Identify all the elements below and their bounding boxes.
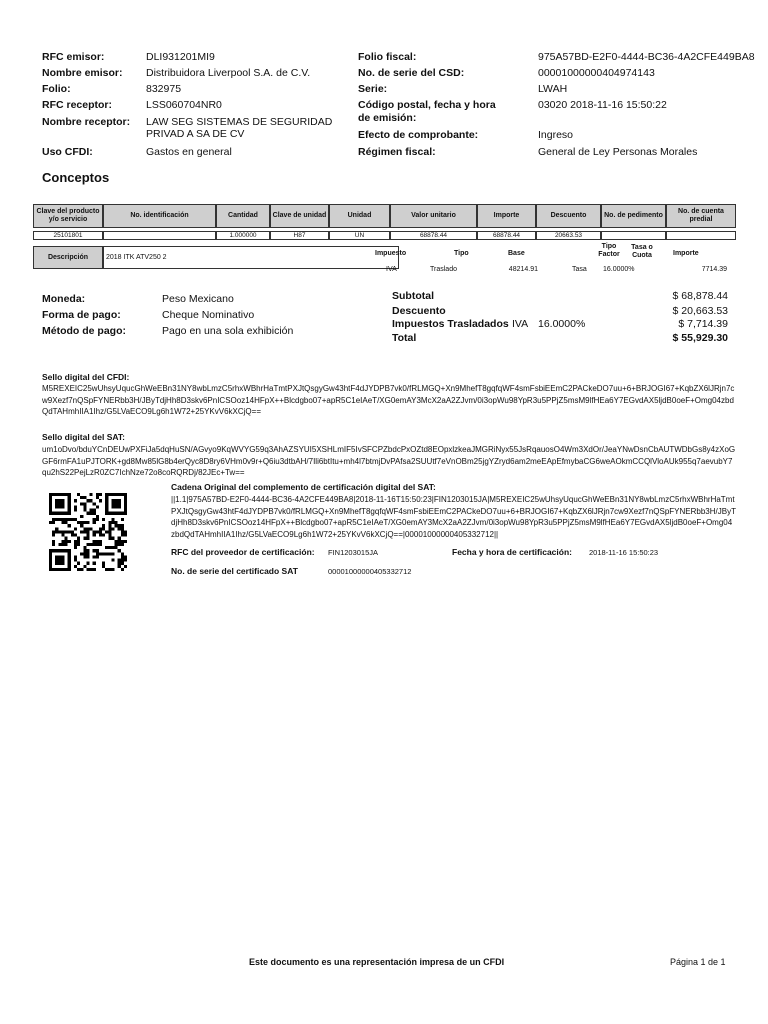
rfc-proveedor-label: RFC del proveedor de certificación: — [171, 547, 315, 557]
codigo-postal-label: Código postal, fecha y hora de emisión: — [358, 99, 496, 124]
subtotal-value: $ 68,878.44 — [672, 290, 728, 302]
descuento-value: $ 20,663.53 — [672, 305, 728, 317]
folio-label: Folio: — [42, 83, 71, 95]
tax-tasa: 16.0000% — [603, 266, 635, 273]
conceptos-header-row — [33, 204, 736, 228]
col-descuento: Descuento — [536, 204, 601, 228]
fecha-cert-label: Fecha y hora de certificación: — [452, 547, 572, 557]
uso-cfdi-value: Gastos en general — [146, 146, 232, 158]
col-clave-producto: Clave del producto y/o servicio — [33, 204, 103, 228]
folio-fiscal-label: Folio fiscal: — [358, 51, 417, 63]
tax-col-importe: Importe — [673, 250, 699, 257]
tax-base: 48214.91 — [508, 266, 538, 273]
serie-label: Serie: — [358, 83, 388, 95]
folio-fiscal-value: 975A57BD-E2F0-4444-BC36-4A2CFE449BA8 — [538, 51, 755, 63]
cell-no-pedimento — [601, 231, 666, 240]
serie-csd-value: 00001000000404974143 — [538, 67, 655, 79]
tax-tipo: Traslado — [430, 266, 457, 273]
cell-valor-unitario: 68878.44 — [390, 231, 477, 240]
moneda-value: Peso Mexicano — [162, 293, 234, 305]
metodo-pago-value: Pago en una sola exhibición — [162, 325, 294, 337]
col-cuenta-predial: No. de cuenta predial — [666, 204, 736, 228]
tax-tipo-factor: Tasa — [572, 266, 587, 273]
cell-importe: 68878.44 — [477, 231, 536, 240]
rfc-receptor-value: LSS060704NR0 — [146, 99, 222, 111]
tax-col-tipo-factor: Tipo Factor — [598, 243, 620, 258]
col-clave-unidad: Clave de unidad — [270, 204, 329, 228]
impuestos-tasa: 16.0000% — [538, 318, 586, 330]
tax-col-tipo: Tipo — [454, 250, 469, 257]
regimen-value: General de Ley Personas Morales — [538, 146, 698, 158]
col-cantidad: Cantidad — [216, 204, 270, 228]
cell-clave-producto: 25101801 — [33, 231, 103, 240]
efecto-label: Efecto de comprobante: — [358, 129, 479, 141]
fecha-cert-value: 2018-11-16 15:50:23 — [589, 548, 659, 557]
rfc-proveedor-value: FIN1203015JA — [328, 548, 379, 557]
cell-cuenta-predial — [666, 231, 736, 240]
descripcion-label: Descripción — [33, 246, 103, 269]
serie-sat-label: No. de serie del certificado SAT — [171, 566, 298, 576]
cell-cantidad: 1.000000 — [216, 231, 270, 240]
descripcion-value: 2018 ITK ATV250 2 — [103, 246, 399, 269]
subtotal-label: Subtotal — [392, 290, 434, 302]
qr-code-icon — [49, 493, 127, 571]
sello-sat-title: Sello digital del SAT: — [42, 432, 125, 442]
total-label: Total — [392, 332, 417, 344]
serie-value: LWAH — [538, 83, 568, 95]
col-unidad: Unidad — [329, 204, 390, 228]
nombre-receptor-value: LAW SEG SISTEMAS DE SEGURIDAD PRIVAD A SA DE CV — [146, 116, 333, 140]
serie-csd-label: No. de serie del CSD: — [358, 67, 465, 79]
tax-importe: 7714.39 — [701, 266, 727, 273]
impuestos-value: $ 7,714.39 — [678, 318, 728, 330]
nombre-emisor-value: Distribuidora Liverpool S.A. de C.V. — [146, 67, 311, 79]
rfc-emisor-value: DLI931201MI9 — [146, 51, 215, 63]
tax-col-base: Base — [508, 250, 525, 257]
rfc-emisor-label: RFC emisor: — [42, 51, 105, 63]
cell-descuento: 20663.53 — [536, 231, 601, 240]
impuestos-tipo: IVA — [512, 318, 529, 330]
col-no-pedimento: No. de pedimento — [601, 204, 666, 228]
col-no-identificacion: No. identificación — [103, 204, 216, 228]
forma-pago-label: Forma de pago: — [42, 309, 121, 321]
cell-unidad: UN — [329, 231, 390, 240]
folio-value: 832975 — [146, 83, 182, 95]
tax-col-impuesto: Impuesto — [375, 250, 407, 257]
col-importe: Importe — [477, 204, 536, 228]
codigo-postal-value: 03020 2018-11-16 15:50:22 — [538, 99, 667, 111]
cell-clave-unidad: H87 — [270, 231, 329, 240]
tax-col-tasa-cuota: Tasa o Cuota — [631, 244, 653, 259]
regimen-label: Régimen fiscal: — [358, 146, 436, 158]
efecto-value: Ingreso — [538, 129, 574, 141]
col-valor-unitario: Valor unitario — [390, 204, 477, 228]
total-value: $ 55,929.30 — [672, 332, 728, 344]
metodo-pago-label: Método de pago: — [42, 325, 126, 337]
cadena-value: ||1.1|975A57BD-E2F0-4444-BC36-4A2CFE449BA8|2018-11-16T15:50:23|FIN1203015JA|M5REXEIC25wUhsyUqucGhWeEBn31NY8wbLmzC5rhxWBhrHaTmtPXJtQsgyGw43htF4dJYDPB7vk0/fRLMGQ+Xn9MhefT8gqfqWF4smFsbiEEmC2PACkeDO7uu+6+BRJOGI67+KqbZX6lJRjn7cw9Xezf7nQSpFYNERbb3H/JByTdjHh8D3skv6PnICSOoz14HFpX++Blcdgbo07+apR5C1eIAeT/XG0emAY3McX2aA2ZJvm/0i3opWu98YpR3u5PPjZ5msM9lfHEa6Y7EGvdAX5ljdB0oeF+Omg04zbdQdTAHmhIIA1Ihz/G5LVaECO9Lg6h1W72+25YKvV6kXCjQ==|00001000000405332712|| — [171, 495, 736, 539]
cadena-title: Cadena Original del complemento de certificación digital del SAT: — [171, 482, 436, 492]
descuento-label: Descuento — [392, 305, 446, 317]
nombre-emisor-label: Nombre emisor: — [42, 67, 123, 79]
moneda-label: Moneda: — [42, 293, 86, 305]
cell-no-identificacion — [103, 231, 216, 240]
sello-cfdi-value: M5REXEIC25wUhsyUqucGhWeEBn31NY8wbLmzC5rhxWBhrHaTmtPXJtQsgyGw43htF4dJYDPB7vk0/fRLMGQ+Xn9MhefT8gqfqWF4smFsbiEEmC2PACkeDO7uu+6+BRJOGI67+KqbZX6lJRjn7cw9Xezf7nQSpFYNERbb3H/JByTdjHh8D3skv6PnICSOoz14HFpX++Blcdgbo07+apR5C1eIAeT/XG0emAY3McX2aA2ZJvm/0i3opWu98YpR3u5PPjZ5msM9lfHEa6Y7EGvdAX5ljdB0oeF+Omg04zbdQdTAHmhIIA1Ihz/G5LVaECO9Lg6h1W72+25YKvV6kXCjQ== — [42, 384, 735, 416]
impuestos-label: Impuestos Trasladados — [392, 318, 509, 330]
rfc-receptor-label: RFC receptor: — [42, 99, 113, 111]
sello-cfdi-title: Sello digital del CFDI: — [42, 372, 130, 382]
conceptos-title: Conceptos — [42, 170, 110, 185]
forma-pago-value: Cheque Nominativo — [162, 309, 255, 321]
concepto-row — [33, 231, 736, 240]
tax-impuesto: IVA — [386, 266, 397, 273]
page-number: Página 1 de 1 — [670, 957, 726, 967]
sello-sat-value: um1oDvo/bduYCnDEUwPXFiJa5dqHuSN/AGvyo9KqWVYG59q3AhAZSYUI5XSHLmIF5IvSFCPZbdcPxOZtd8EOpxlzkeaJMGRiNyx55JsRqauosO4Wm3XdOr/JeaYNwDsnCbAUTWDbGs8y4zXoGGF6rmFA1uPJTORK+gd8Mw85lG8b4erQyc8D8ry6VHm0v9r+Q6iu3dtbAH/7Ili6btItu+mh4l7btmjDvPAfsa2SUUtf7eVnOBm25jgYZryd6am2meEApEfmybaCG6weAOkmCCQlVloAUk955q7aevubY7qu2hS22PejLzR0ZC7IchNze72o8coRQRDj/82JEc+Tw== — [42, 445, 736, 477]
uso-cfdi-label: Uso CFDI: — [42, 146, 93, 158]
serie-sat-value: 00001000000405332712 — [328, 567, 412, 576]
footer-note: Este documento es una representación impresa de un CFDI — [249, 957, 505, 967]
nombre-receptor-label: Nombre receptor: — [42, 116, 131, 128]
